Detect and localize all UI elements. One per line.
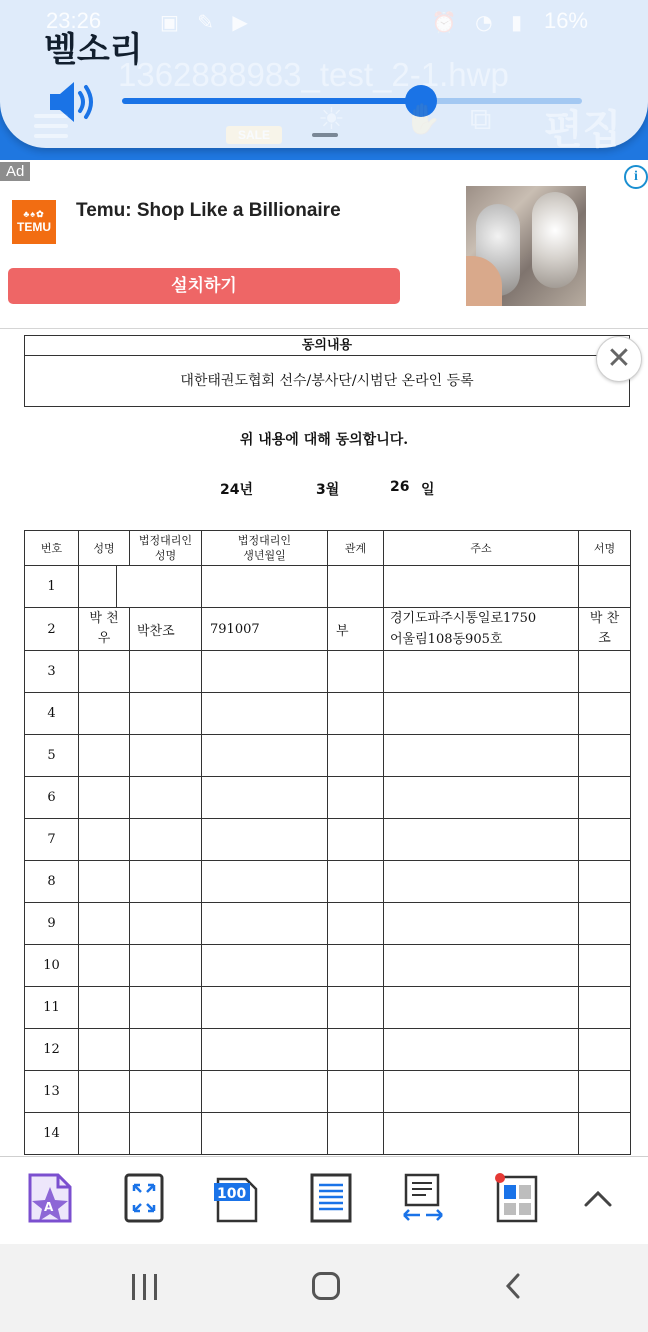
consent-box bbox=[24, 335, 630, 407]
volume-slider[interactable] bbox=[122, 98, 582, 104]
row-relation[interactable] bbox=[328, 566, 384, 608]
row-guardian-birth[interactable] bbox=[202, 819, 328, 861]
table-row bbox=[25, 819, 631, 861]
header-address: 주소 bbox=[384, 531, 579, 566]
row-name[interactable] bbox=[79, 693, 130, 735]
fit-screen-icon[interactable] bbox=[122, 1173, 168, 1223]
table-row bbox=[25, 1029, 631, 1071]
consent-body: 대한태권도협회 선수/봉사단/시범단 온라인 등록 bbox=[180, 373, 474, 389]
temu-logo[interactable] bbox=[12, 200, 56, 244]
row-name[interactable]: 박 천 우 bbox=[79, 608, 130, 651]
row-relation[interactable] bbox=[328, 651, 384, 693]
row-signature[interactable] bbox=[579, 1071, 631, 1113]
table-row bbox=[25, 1071, 631, 1113]
back-icon[interactable] bbox=[500, 1272, 528, 1300]
row-signature[interactable] bbox=[579, 861, 631, 903]
row-address[interactable] bbox=[384, 735, 579, 777]
table-row bbox=[25, 945, 631, 987]
zoom-100-icon[interactable] bbox=[212, 1173, 258, 1223]
volume-panel bbox=[0, 0, 648, 148]
row-relation[interactable] bbox=[328, 1071, 384, 1113]
home-icon[interactable] bbox=[312, 1272, 340, 1300]
date-year: 24년 bbox=[220, 482, 254, 498]
row-signature[interactable] bbox=[579, 777, 631, 819]
row-relation[interactable] bbox=[328, 861, 384, 903]
row-address[interactable] bbox=[384, 693, 579, 735]
zoom-100-label: 100 bbox=[217, 1186, 247, 1202]
header-relation: 관계 bbox=[328, 531, 384, 566]
row-guardian-birth[interactable] bbox=[202, 903, 328, 945]
row-name[interactable] bbox=[79, 777, 130, 819]
row-name-cell[interactable] bbox=[79, 566, 202, 608]
date-day: 26 bbox=[390, 479, 410, 495]
chevron-up-icon[interactable] bbox=[576, 1173, 622, 1223]
row-address[interactable] bbox=[384, 777, 579, 819]
ad-title[interactable]: Temu: Shop Like a Billionaire bbox=[76, 200, 341, 221]
ad-banner[interactable] bbox=[0, 162, 648, 329]
row-num: 13 bbox=[25, 1071, 79, 1113]
ad-product-image[interactable] bbox=[466, 186, 586, 306]
pen-style-icon[interactable] bbox=[26, 1173, 72, 1223]
row-address[interactable] bbox=[384, 819, 579, 861]
table-row bbox=[25, 566, 631, 608]
row-guardian-name[interactable] bbox=[130, 1071, 202, 1113]
close-ad-button[interactable]: ✕ bbox=[596, 336, 642, 382]
volume-title: 벨소리 bbox=[44, 30, 143, 70]
row-guardian-birth[interactable]: 791007 bbox=[202, 608, 328, 651]
bottom-toolbar bbox=[0, 1156, 648, 1245]
row-guardian-birth[interactable] bbox=[202, 566, 328, 608]
row-guardian-name[interactable] bbox=[130, 651, 202, 693]
row-address[interactable] bbox=[384, 1029, 579, 1071]
row-signature[interactable] bbox=[579, 651, 631, 693]
row-name[interactable] bbox=[79, 1029, 130, 1071]
table-row bbox=[25, 693, 631, 735]
row-address[interactable] bbox=[384, 651, 579, 693]
row-guardian-birth[interactable] bbox=[202, 945, 328, 987]
layout-grid-icon[interactable] bbox=[494, 1173, 540, 1223]
row-guardian-name[interactable] bbox=[130, 735, 202, 777]
row-address[interactable] bbox=[384, 903, 579, 945]
document-view[interactable] bbox=[0, 329, 648, 1157]
volume-slider-thumb[interactable] bbox=[405, 85, 437, 117]
row-num: 8 bbox=[25, 861, 79, 903]
row-num: 11 bbox=[25, 987, 79, 1029]
header-num: 번호 bbox=[25, 531, 79, 566]
header-name: 성명 bbox=[79, 531, 130, 566]
header-guardian-name: 법정대리인 성명 bbox=[130, 531, 202, 566]
table-row bbox=[25, 777, 631, 819]
temu-logo-icons: ♣♠✿ bbox=[23, 209, 45, 219]
consent-header: 동의내용 bbox=[25, 336, 629, 356]
row-num: 6 bbox=[25, 777, 79, 819]
temu-logo-text: TEMU bbox=[17, 220, 51, 234]
row-signature[interactable] bbox=[579, 819, 631, 861]
row-signature[interactable] bbox=[579, 1113, 631, 1155]
row-guardian-birth[interactable] bbox=[202, 1029, 328, 1071]
volume-slider-fill bbox=[122, 98, 421, 104]
ad-badge: Ad bbox=[0, 162, 30, 181]
table-row bbox=[25, 861, 631, 903]
row-address[interactable] bbox=[384, 1071, 579, 1113]
row-relation[interactable] bbox=[328, 819, 384, 861]
row-address[interactable] bbox=[384, 1113, 579, 1155]
row-signature[interactable] bbox=[579, 987, 631, 1029]
row-name[interactable] bbox=[79, 987, 130, 1029]
page-view-icon[interactable] bbox=[308, 1173, 354, 1223]
row-relation[interactable] bbox=[328, 1029, 384, 1071]
row-guardian-birth[interactable] bbox=[202, 1071, 328, 1113]
row-guardian-birth[interactable] bbox=[202, 987, 328, 1029]
row-relation[interactable] bbox=[328, 1113, 384, 1155]
row-num: 12 bbox=[25, 1029, 79, 1071]
table-row bbox=[25, 735, 631, 777]
row-guardian-birth[interactable] bbox=[202, 735, 328, 777]
row-signature[interactable] bbox=[579, 693, 631, 735]
panel-handle[interactable] bbox=[312, 133, 338, 137]
header-signature: 서명 bbox=[579, 531, 631, 566]
row-num: 9 bbox=[25, 903, 79, 945]
row-signature[interactable] bbox=[579, 735, 631, 777]
row-relation[interactable]: 부 bbox=[328, 608, 384, 651]
row-relation[interactable] bbox=[328, 735, 384, 777]
row-signature[interactable]: 박 찬 조 bbox=[579, 608, 631, 651]
row-name[interactable] bbox=[79, 1113, 130, 1155]
reflow-icon[interactable] bbox=[400, 1173, 446, 1223]
row-relation[interactable] bbox=[328, 945, 384, 987]
row-guardian-name[interactable] bbox=[130, 777, 202, 819]
row-signature[interactable] bbox=[579, 566, 631, 608]
date-month: 3월 bbox=[316, 482, 340, 498]
row-guardian-name[interactable] bbox=[130, 945, 202, 987]
table-header-row bbox=[25, 531, 631, 566]
row-guardian-birth[interactable] bbox=[202, 861, 328, 903]
table-row bbox=[25, 987, 631, 1029]
row-relation[interactable] bbox=[328, 903, 384, 945]
row-num: 14 bbox=[25, 1113, 79, 1155]
install-button[interactable]: 설치하기 bbox=[8, 268, 400, 304]
row-guardian-name[interactable] bbox=[130, 903, 202, 945]
row-guardian-name[interactable] bbox=[130, 819, 202, 861]
row-address[interactable] bbox=[384, 945, 579, 987]
row-num: 1 bbox=[25, 566, 79, 608]
row-guardian-birth[interactable] bbox=[202, 651, 328, 693]
row-address[interactable]: 경기도파주시통일로1750 어울림108동905호 bbox=[384, 608, 579, 651]
agree-text: 위 내용에 대해 동의합니다. bbox=[239, 432, 409, 448]
row-guardian-name[interactable]: 박찬조 bbox=[130, 608, 202, 651]
row-guardian-name[interactable] bbox=[130, 1113, 202, 1155]
row-guardian-name[interactable] bbox=[130, 987, 202, 1029]
row-guardian-birth[interactable] bbox=[202, 777, 328, 819]
row-guardian-birth[interactable] bbox=[202, 1113, 328, 1155]
svg-text:A: A bbox=[44, 1200, 54, 1214]
row-name[interactable] bbox=[79, 903, 130, 945]
recent-apps-icon[interactable] bbox=[132, 1274, 160, 1300]
row-relation[interactable] bbox=[328, 693, 384, 735]
info-icon[interactable]: i bbox=[624, 165, 648, 189]
signature-table bbox=[24, 530, 631, 1155]
row-num: 2 bbox=[25, 608, 79, 651]
row-name[interactable] bbox=[79, 1071, 130, 1113]
row-signature[interactable] bbox=[579, 903, 631, 945]
header-guardian-birth: 법정대리인 생년월일 bbox=[202, 531, 328, 566]
row-name[interactable] bbox=[79, 945, 130, 987]
row-num: 4 bbox=[25, 693, 79, 735]
row-address[interactable] bbox=[384, 987, 579, 1029]
row-guardian-name[interactable] bbox=[130, 861, 202, 903]
row-num: 7 bbox=[25, 819, 79, 861]
table-row bbox=[25, 1113, 631, 1155]
row-guardian-birth[interactable] bbox=[202, 693, 328, 735]
row-name[interactable] bbox=[79, 819, 130, 861]
table-row bbox=[25, 651, 631, 693]
row-num: 3 bbox=[25, 651, 79, 693]
row-address[interactable] bbox=[384, 566, 579, 608]
row-signature[interactable] bbox=[579, 1029, 631, 1071]
table-row bbox=[25, 608, 631, 651]
android-nav-bar bbox=[0, 1244, 648, 1332]
table-row bbox=[25, 903, 631, 945]
row-relation[interactable] bbox=[328, 777, 384, 819]
ad-image-sandal-right bbox=[532, 192, 578, 288]
row-num: 10 bbox=[25, 945, 79, 987]
row-name[interactable] bbox=[79, 735, 130, 777]
speaker-icon[interactable] bbox=[48, 80, 98, 124]
row-address[interactable] bbox=[384, 861, 579, 903]
row-signature[interactable] bbox=[579, 945, 631, 987]
row-num: 5 bbox=[25, 735, 79, 777]
row-guardian-name[interactable] bbox=[130, 1029, 202, 1071]
row-relation[interactable] bbox=[328, 987, 384, 1029]
date-day-label: 일 bbox=[421, 482, 435, 498]
row-name[interactable] bbox=[79, 651, 130, 693]
row-name[interactable] bbox=[79, 861, 130, 903]
row-guardian-name[interactable] bbox=[130, 693, 202, 735]
